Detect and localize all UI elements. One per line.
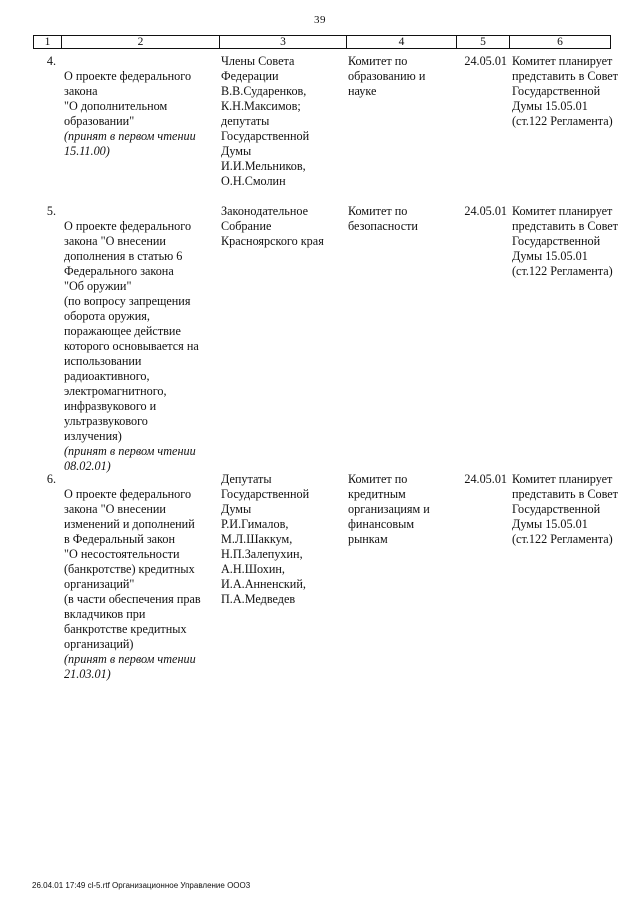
bill-title: О проекте федерального закона "О внесении изменений и дополнений в Федеральный закон "О несостоятельности (банкротстве) кредитных организаций" (в части обеспечения прав вкладчиков при банкротстве кредитных организаций) bbox=[64, 487, 201, 651]
column-header-2: 2 bbox=[62, 36, 220, 49]
date: 24.05.01 bbox=[464, 472, 507, 486]
column-header-1: 1 bbox=[34, 36, 62, 49]
date: 24.05.01 bbox=[464, 204, 507, 218]
row-number: 5. bbox=[46, 204, 56, 218]
responsible-committee: Комитет по образованию и науке bbox=[348, 54, 426, 98]
page-number: 39 bbox=[314, 14, 326, 26]
column-header-5: 5 bbox=[457, 36, 510, 49]
bill-title-cell bbox=[64, 472, 214, 697]
responsible-committee: Комитет по кредитным организациям и финансовым рынкам bbox=[348, 472, 430, 546]
committee-plan: Комитет планирует представить в Совет Государственной Думы 15.05.01 (ст.122 Регламента) bbox=[512, 204, 619, 278]
row-number: 4. bbox=[46, 54, 56, 68]
document-footer: 26.04.01 17:49 cl-5.rtf Организационное Управление ООО3 bbox=[32, 881, 251, 890]
column-header-4: 4 bbox=[347, 36, 457, 49]
reading-note: (принят в первом чтении 08.02.01) bbox=[64, 444, 196, 473]
bill-title: О проекте федерального закона "О дополнительном образовании" bbox=[64, 69, 192, 128]
reading-note: (принят в первом чтении 15.11.00) bbox=[64, 129, 196, 158]
bill-authors: Законодательное Собрание Красноярского края bbox=[221, 204, 324, 248]
row-number: 6. bbox=[46, 472, 56, 486]
bill-title-cell bbox=[64, 204, 214, 489]
column-number-header bbox=[33, 35, 611, 49]
date: 24.05.01 bbox=[464, 54, 507, 68]
responsible-committee: Комитет по безопасности bbox=[348, 204, 418, 233]
committee-plan: Комитет планирует представить в Совет Государственной Думы 15.05.01 (ст.122 Регламента) bbox=[512, 54, 619, 128]
reading-note: (принят в первом чтении 21.03.01) bbox=[64, 652, 196, 681]
bill-title-cell bbox=[64, 54, 214, 174]
column-header-3: 3 bbox=[220, 36, 347, 49]
column-header-6: 6 bbox=[510, 36, 611, 49]
bill-title: О проекте федерального закона "О внесении дополнения в статью 6 Федерального закона "Об оружии" (по вопросу запрещения оборота оружия, поражающее действие которого основывается на использовании радиоактивного, электромагнитного, инфразвукового и ультразвукового излучения) bbox=[64, 219, 199, 443]
bill-authors: Члены Совета Федерации В.В.Судаpенков, К.Н.Максимов; депутаты Государственной Думы И.И.Мельников, О.Н.Смолин bbox=[221, 54, 310, 188]
committee-plan: Комитет планирует представить в Совет Государственной Думы 15.05.01 (ст.122 Регламента) bbox=[512, 472, 619, 546]
bill-authors: Депутаты Государственной Думы Р.И.Гималов, М.Л.Шаккум, Н.П.Залепухин, А.Н.Шохин, И.А.Анненский, П.А.Медведев bbox=[221, 472, 310, 606]
